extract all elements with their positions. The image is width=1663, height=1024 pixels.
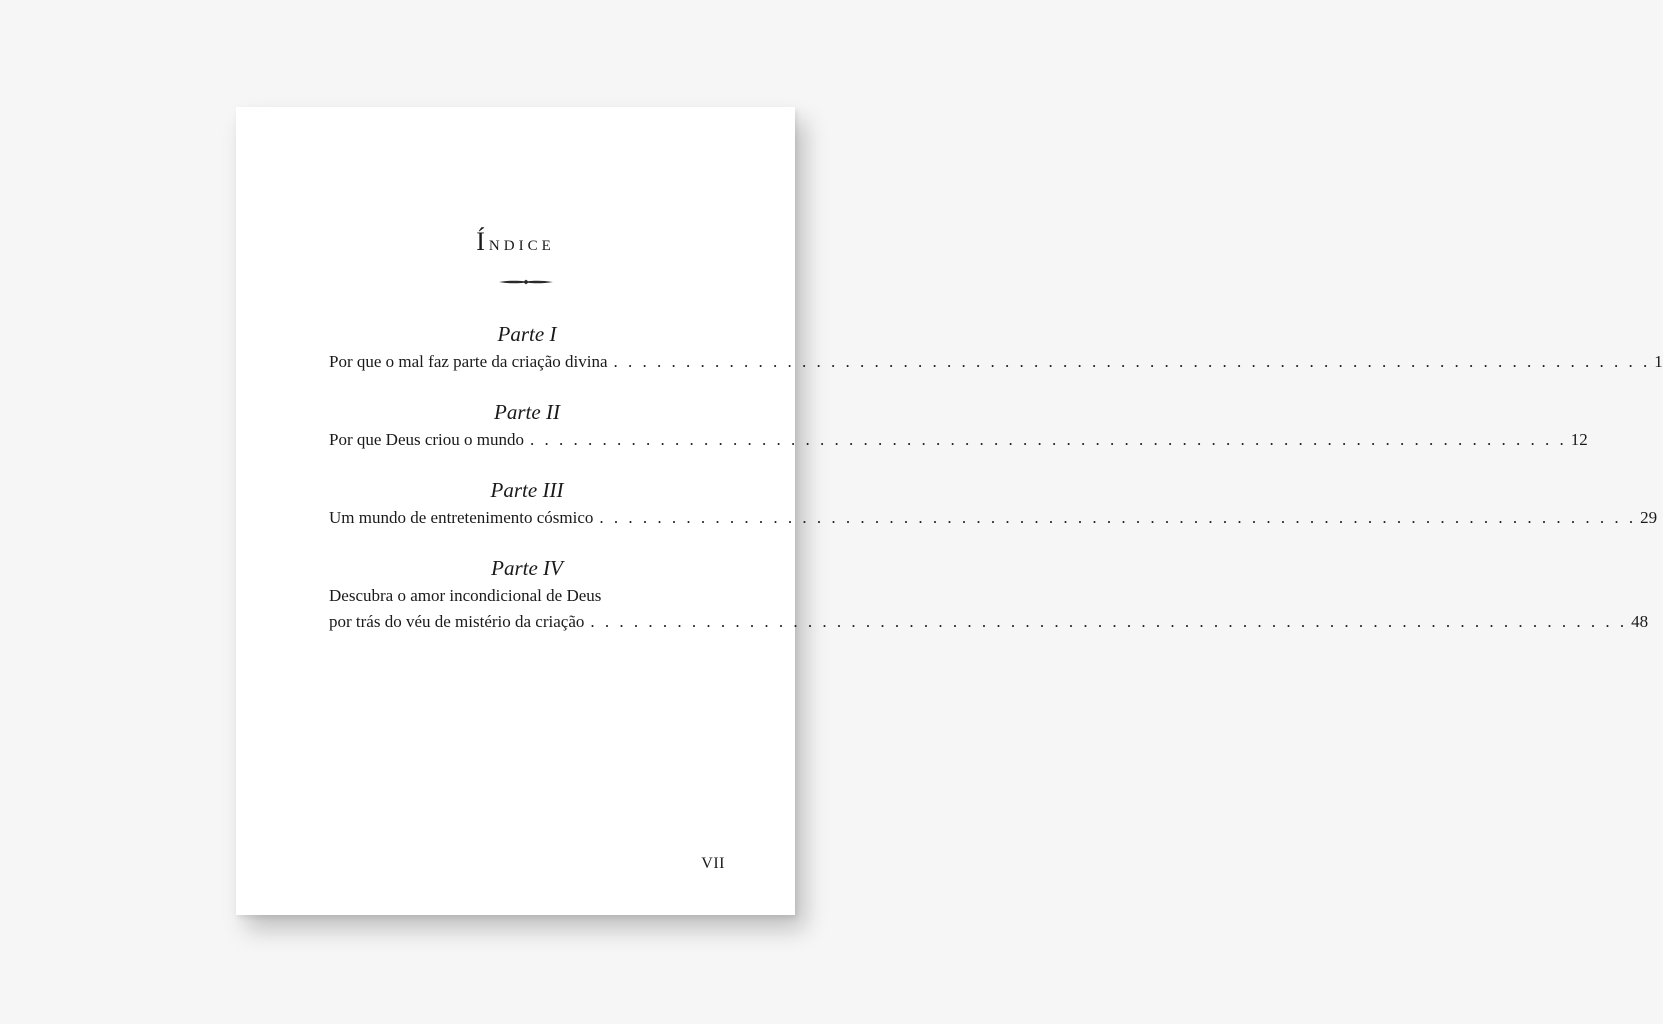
toc-page-number: 48 (1631, 612, 1649, 631)
dot-leader: . . . . . . . . . . . . . . . . . . . . . . . . . . . . . . . . . . . . . . . . . . . . . . . . . . . . . . . . . . . . . . . . . . . . . . . . (530, 430, 1567, 449)
toc-entry-4[interactable] (329, 583, 1649, 635)
title-rest: ndice (488, 231, 555, 255)
page-title (236, 227, 795, 257)
dot-leader: . . . . . . . . . . . . . . . . . . . . . . . . . . . . . . . . . . . . . . . . . . . . . . . . . . . . . . . . . . . . . . . . . . . . . . . . (613, 352, 1651, 371)
page-folio: VII (701, 855, 725, 872)
toc-entry-line (329, 505, 1658, 531)
title-initial: Í (476, 227, 489, 256)
toc-entry-line-first (329, 583, 725, 609)
part-heading-4: Parte IV (491, 556, 563, 580)
toc-entry-title: Descubra o amor incondicional de Deus (329, 586, 602, 605)
toc-entry-3[interactable] (329, 505, 1658, 531)
book-page (236, 107, 1663, 915)
toc-entry-title-continued: por trás do véu de mistério da criação (329, 612, 585, 631)
toc-page-number: 29 (1640, 508, 1658, 527)
toc-entry-title: Por que o mal faz parte da criação divina (329, 352, 608, 371)
toc-entry-line (329, 349, 1663, 375)
toc-entry-title: Por que Deus criou o mundo (329, 430, 525, 449)
toc-page-number: 1 (1654, 352, 1663, 371)
toc-entry-title: Um mundo de entretenimento cósmico (329, 508, 594, 527)
part-heading-2: Parte II (494, 400, 560, 424)
toc-entry-2[interactable] (329, 427, 1588, 453)
toc-entry-1[interactable] (329, 349, 1663, 375)
table-of-contents (329, 319, 1663, 657)
ornament-divider-icon (498, 277, 554, 287)
part-heading-3: Parte III (490, 478, 564, 502)
toc-page-number: 12 (1570, 430, 1588, 449)
part-heading-1: Parte I (497, 322, 557, 346)
dot-leader: . . . . . . . . . . . . . . . . . . . . . . . . . . . . . . . . . . . . . . . . . . . . . . . . . . . . . . . . . . . . . . . . . . . . . . . . (599, 508, 1637, 527)
toc-entry-line (329, 609, 1649, 635)
dot-leader: . . . . . . . . . . . . . . . . . . . . . . . . . . . . . . . . . . . . . . . . . . . . . . . . . . . . . . . . . . . . . . . . . . . . . . . . (590, 612, 1628, 631)
toc-entry-line (329, 427, 1588, 453)
